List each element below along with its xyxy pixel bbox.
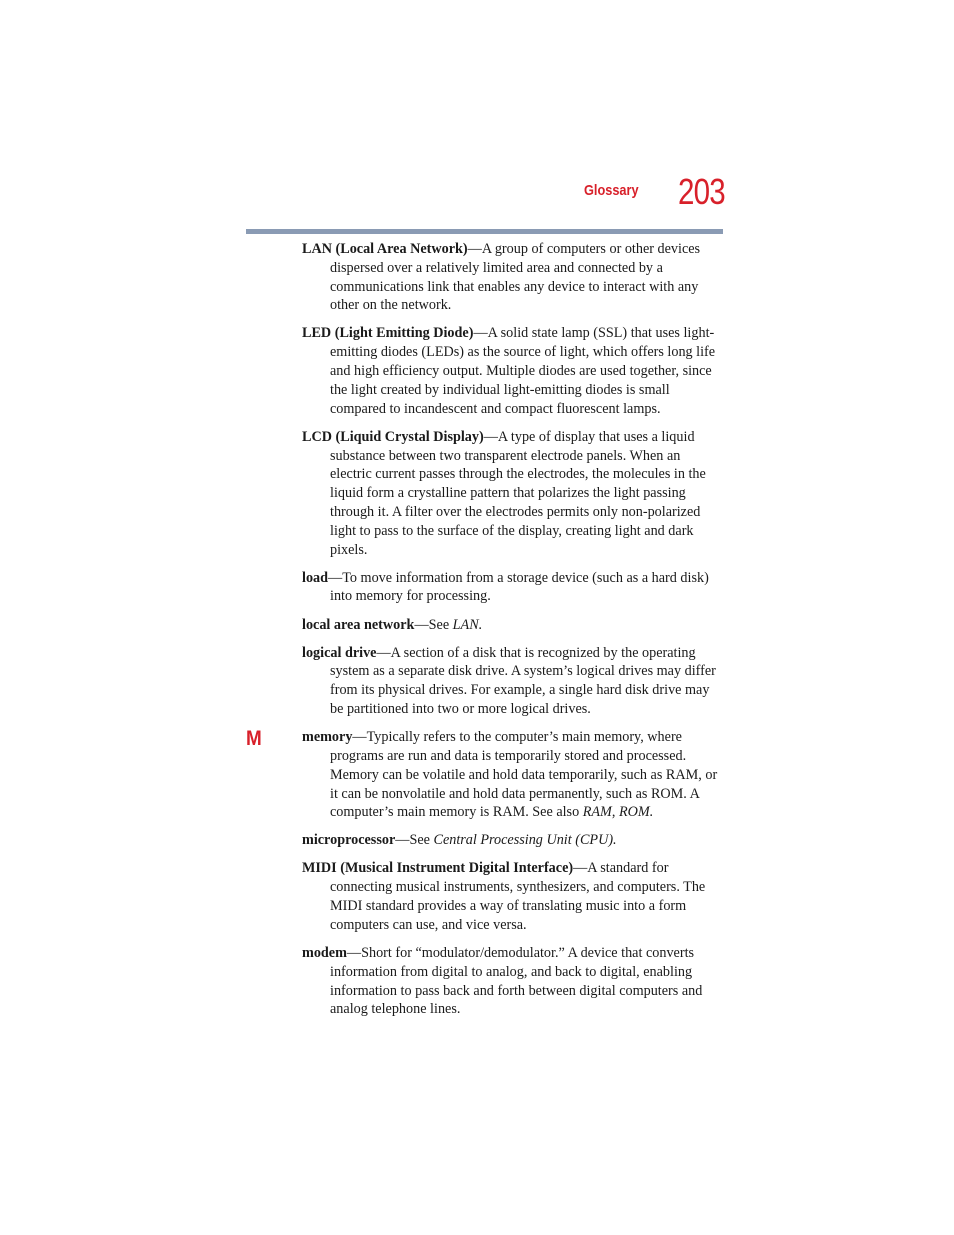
glossary-entry-microprocessor (302, 831, 725, 850)
glossary-term: LED (Light Emitting Diode) (302, 325, 474, 342)
glossary-entry-lcd (302, 428, 725, 560)
glossary-entry-logical-drive (302, 644, 725, 719)
glossary-entry-modem (302, 944, 725, 1019)
glossary-definition: —A standard for connecting musical instruments, synthesizers, and computers. The MIDI standard provides a way of translating music into a form computers can use, and vice versa. (330, 860, 706, 933)
cross-reference: RAM (582, 804, 612, 821)
glossary-entry-load (302, 569, 725, 607)
glossary-entry-led (302, 324, 725, 418)
glossary-definition: —A solid state lamp (SSL) that uses light-emitting diodes (LEDs) as the source of light, which offers long life and high efficiency output. Multiple diodes are used together, since the light created by individual light-emitting diodes is small compared to incandescent and compact fluorescent lamps. (330, 325, 716, 417)
glossary-entry-memory (302, 728, 725, 822)
glossary-term: microprocessor (302, 832, 396, 849)
cross-reference: LAN. (452, 616, 483, 633)
glossary-definition: —A group of computers or other devices dispersed over a relatively limited area and connected by a communications link that enables any device to interact with any other on the network. (330, 241, 701, 314)
cross-reference: ROM. (618, 804, 654, 821)
page-number: 203 (678, 171, 725, 212)
section-letter-marker: M (246, 727, 262, 750)
glossary-entry-midi (302, 859, 725, 934)
glossary-definition: —See (414, 616, 453, 633)
glossary-term: modem (302, 944, 347, 961)
glossary-definition: —Short for “modulator/demodulator.” A device that converts information from digital to analog, and back to digital, enabling information to pass back and forth between digital computers and analog telephone lines. (330, 944, 703, 1018)
section-title: Glossary (584, 182, 639, 199)
glossary-entries (302, 240, 725, 1028)
glossary-term: memory (302, 729, 353, 746)
glossary-term: local area network (302, 616, 415, 633)
glossary-definition: —Typically refers to the computer’s main memory, where programs are run and data is temporarily stored and processed. Memory can be volatile and hold data temporarily, such as RAM, or it can be nonvolatile and hold data permanently, such as ROM. A computer’s main memory is RAM. See also (330, 729, 718, 821)
glossary-term: load (302, 569, 329, 586)
glossary-entry-lan (302, 240, 725, 315)
glossary-entry-local-area-network (302, 616, 725, 635)
glossary-definition: —To move information from a storage device (such as a hard disk) into memory for processing. (328, 569, 709, 605)
cross-reference-separator: , (611, 804, 619, 821)
glossary-term: logical drive (302, 644, 377, 661)
cross-reference: Central Processing Unit (CPU). (433, 832, 617, 849)
glossary-term: MIDI (Musical Instrument Digital Interface) (302, 860, 574, 877)
glossary-definition: —A section of a disk that is recognized by the operating system as a separate disk drive. A system’s logical drives may differ from its physical drives. For example, a single hard disk drive may be partitioned into two or more logical drives. (330, 644, 716, 718)
header-divider (246, 229, 723, 234)
glossary-term: LAN (Local Area Network) (302, 241, 468, 257)
glossary-definition: —A type of display that uses a liquid substance between two transparent electrode panels. When an electric current passes through the electrodes, the molecules in the liquid form a crystalline pattern that polarizes the light passing through it. A filter over the electrodes permits only non-polarized light to pass to the surface of the display, creating light and dark pixels. (330, 428, 706, 558)
glossary-term: LCD (Liquid Crystal Display) (302, 428, 484, 445)
glossary-definition: —See (395, 832, 434, 849)
